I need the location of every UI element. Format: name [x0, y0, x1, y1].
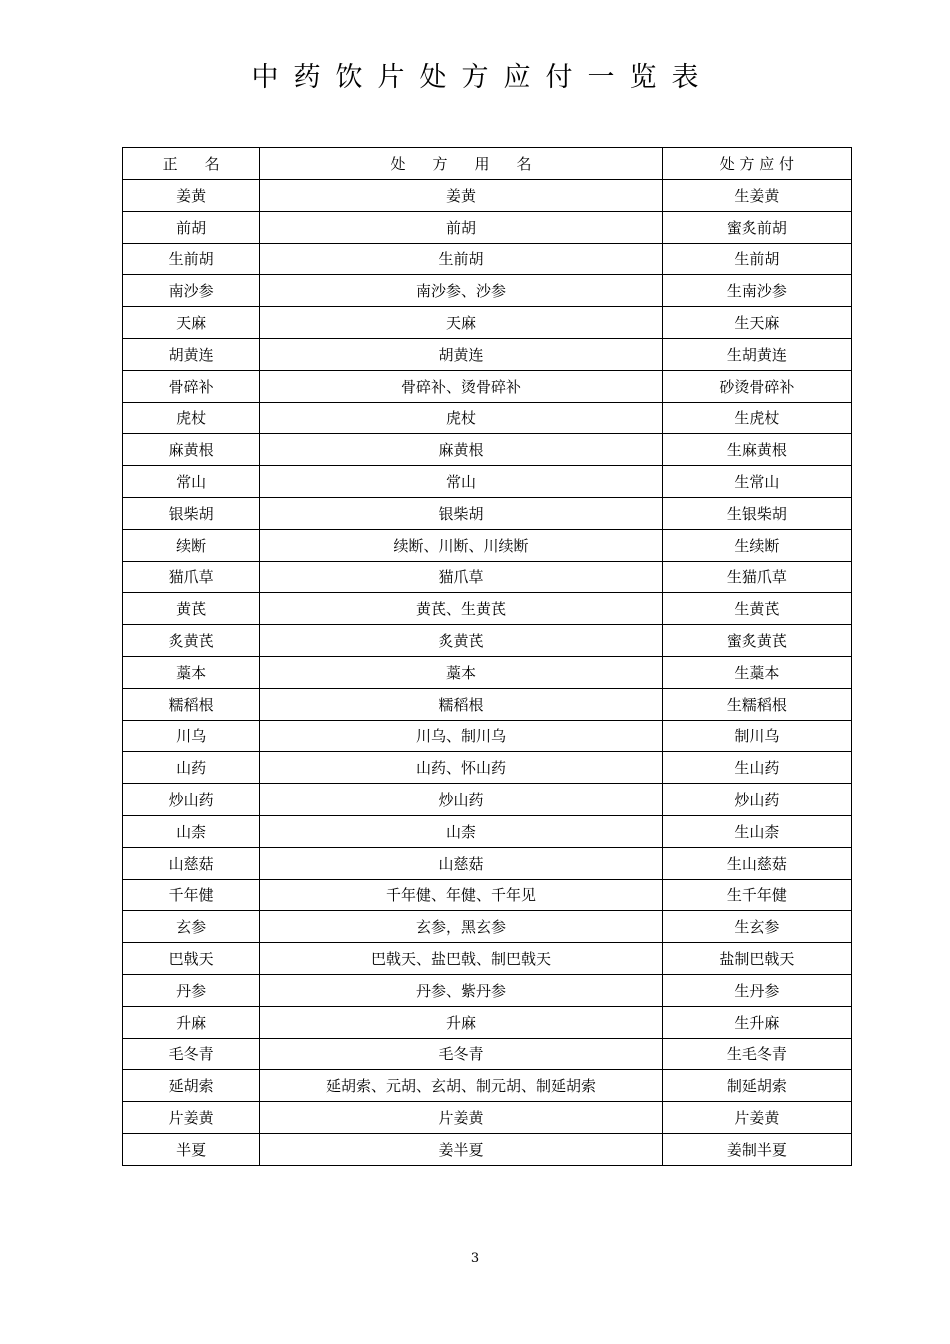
table-row: [123, 752, 852, 784]
cell-prescription-name: 猫爪草: [260, 561, 663, 593]
cell-official-name: 黄芪: [123, 593, 260, 625]
table-row: [123, 370, 852, 402]
cell-prescription-name: 丹参、紫丹参: [260, 974, 663, 1006]
cell-dispensed-as: 砂烫骨碎补: [662, 370, 851, 402]
cell-official-name: 猫爪草: [123, 561, 260, 593]
table-row: [123, 434, 852, 466]
table-row: [123, 211, 852, 243]
cell-dispensed-as: 生姜黄: [662, 180, 851, 212]
cell-dispensed-as: 生续断: [662, 529, 851, 561]
table-row: [123, 402, 852, 434]
table-row: [123, 879, 852, 911]
header-official-name: 正 名: [123, 148, 260, 180]
page-number: 3: [470, 1251, 480, 1266]
cell-official-name: 毛冬青: [123, 1038, 260, 1070]
cell-prescription-name: 千年健、年健、千年见: [260, 879, 663, 911]
cell-dispensed-as: 生毛冬青: [662, 1038, 851, 1070]
cell-prescription-name: 延胡索、元胡、玄胡、制元胡、制延胡索: [260, 1070, 663, 1102]
cell-prescription-name: 玄参，黑玄参: [260, 911, 663, 943]
cell-prescription-name: 黄芪、生黄芪: [260, 593, 663, 625]
cell-official-name: 银柴胡: [123, 497, 260, 529]
cell-official-name: 南沙参: [123, 275, 260, 307]
cell-dispensed-as: 蜜炙黄芪: [662, 625, 851, 657]
table-row: [123, 593, 852, 625]
page-title: 中药饮片处方应付一览表: [251, 62, 714, 93]
cell-dispensed-as: 生银柴胡: [662, 497, 851, 529]
cell-prescription-name: 天麻: [260, 307, 663, 339]
cell-prescription-name: 糯稻根: [260, 688, 663, 720]
cell-official-name: 续断: [123, 529, 260, 561]
cell-prescription-name: 山药、怀山药: [260, 752, 663, 784]
table-row: [123, 180, 852, 212]
cell-official-name: 骨碎补: [123, 370, 260, 402]
cell-prescription-name: 片姜黄: [260, 1102, 663, 1134]
cell-official-name: 玄参: [123, 911, 260, 943]
cell-prescription-name: 巴戟天、盐巴戟、制巴戟天: [260, 943, 663, 975]
cell-dispensed-as: 片姜黄: [662, 1102, 851, 1134]
cell-official-name: 山药: [123, 752, 260, 784]
cell-official-name: 姜黄: [123, 180, 260, 212]
table-row: [123, 911, 852, 943]
cell-prescription-name: 麻黄根: [260, 434, 663, 466]
header-prescription-name: 处 方 用 名: [260, 148, 663, 180]
cell-official-name: 延胡索: [123, 1070, 260, 1102]
table-row: [123, 243, 852, 275]
cell-official-name: 山柰: [123, 815, 260, 847]
table-header-row: [123, 148, 852, 180]
cell-prescription-name: 生前胡: [260, 243, 663, 275]
cell-dispensed-as: 生南沙参: [662, 275, 851, 307]
cell-official-name: 炙黄芪: [123, 625, 260, 657]
cell-prescription-name: 炙黄芪: [260, 625, 663, 657]
table-row: [123, 307, 852, 339]
cell-dispensed-as: 生黄芪: [662, 593, 851, 625]
table-row: [123, 466, 852, 498]
cell-prescription-name: 山柰: [260, 815, 663, 847]
cell-official-name: 半夏: [123, 1133, 260, 1165]
cell-prescription-name: 毛冬青: [260, 1038, 663, 1070]
table-row: [123, 815, 852, 847]
table-row: [123, 1102, 852, 1134]
cell-prescription-name: 姜黄: [260, 180, 663, 212]
cell-prescription-name: 山慈菇: [260, 847, 663, 879]
cell-official-name: 丹参: [123, 974, 260, 1006]
header-dispensed-as: 处 方 应 付: [662, 148, 851, 180]
cell-dispensed-as: 制川乌: [662, 720, 851, 752]
table-row: [123, 847, 852, 879]
cell-official-name: 麻黄根: [123, 434, 260, 466]
table-row: [123, 275, 852, 307]
cell-official-name: 千年健: [123, 879, 260, 911]
cell-prescription-name: 银柴胡: [260, 497, 663, 529]
cell-dispensed-as: 生千年健: [662, 879, 851, 911]
cell-prescription-name: 前胡: [260, 211, 663, 243]
table-body: [123, 180, 852, 1166]
table-row: [123, 1070, 852, 1102]
table-row: [123, 529, 852, 561]
cell-dispensed-as: 生虎杖: [662, 402, 851, 434]
cell-official-name: 糯稻根: [123, 688, 260, 720]
table-row: [123, 1006, 852, 1038]
cell-prescription-name: 南沙参、沙参: [260, 275, 663, 307]
cell-dispensed-as: 生常山: [662, 466, 851, 498]
cell-official-name: 山慈菇: [123, 847, 260, 879]
prescription-table: [122, 147, 852, 1166]
cell-dispensed-as: 生胡黄连: [662, 338, 851, 370]
cell-official-name: 常山: [123, 466, 260, 498]
cell-prescription-name: 升麻: [260, 1006, 663, 1038]
table-row: [123, 784, 852, 816]
cell-official-name: 炒山药: [123, 784, 260, 816]
table-row: [123, 688, 852, 720]
cell-prescription-name: 续断、川断、川续断: [260, 529, 663, 561]
cell-official-name: 巴戟天: [123, 943, 260, 975]
cell-dispensed-as: 生天麻: [662, 307, 851, 339]
cell-official-name: 天麻: [123, 307, 260, 339]
table-row: [123, 625, 852, 657]
cell-dispensed-as: 姜制半夏: [662, 1133, 851, 1165]
cell-official-name: 虎杖: [123, 402, 260, 434]
cell-dispensed-as: 生前胡: [662, 243, 851, 275]
cell-dispensed-as: 生麻黄根: [662, 434, 851, 466]
cell-dispensed-as: 炒山药: [662, 784, 851, 816]
cell-dispensed-as: 生山药: [662, 752, 851, 784]
table-row: [123, 1038, 852, 1070]
table-row: [123, 338, 852, 370]
table-row: [123, 1133, 852, 1165]
cell-official-name: 升麻: [123, 1006, 260, 1038]
cell-official-name: 生前胡: [123, 243, 260, 275]
cell-dispensed-as: 生糯稻根: [662, 688, 851, 720]
table-row: [123, 720, 852, 752]
cell-dispensed-as: 生山柰: [662, 815, 851, 847]
cell-dispensed-as: 生丹参: [662, 974, 851, 1006]
cell-prescription-name: 川乌、制川乌: [260, 720, 663, 752]
cell-official-name: 胡黄连: [123, 338, 260, 370]
cell-official-name: 前胡: [123, 211, 260, 243]
cell-official-name: 川乌: [123, 720, 260, 752]
cell-dispensed-as: 蜜炙前胡: [662, 211, 851, 243]
cell-official-name: 藁本: [123, 656, 260, 688]
cell-prescription-name: 炒山药: [260, 784, 663, 816]
cell-prescription-name: 虎杖: [260, 402, 663, 434]
cell-dispensed-as: 生升麻: [662, 1006, 851, 1038]
cell-dispensed-as: 制延胡索: [662, 1070, 851, 1102]
table-row: [123, 943, 852, 975]
cell-dispensed-as: 盐制巴戟天: [662, 943, 851, 975]
cell-prescription-name: 常山: [260, 466, 663, 498]
table-row: [123, 974, 852, 1006]
cell-dispensed-as: 生玄参: [662, 911, 851, 943]
cell-prescription-name: 胡黄连: [260, 338, 663, 370]
cell-prescription-name: 骨碎补、烫骨碎补: [260, 370, 663, 402]
cell-dispensed-as: 生藁本: [662, 656, 851, 688]
table-row: [123, 497, 852, 529]
cell-dispensed-as: 生山慈菇: [662, 847, 851, 879]
cell-dispensed-as: 生猫爪草: [662, 561, 851, 593]
cell-official-name: 片姜黄: [123, 1102, 260, 1134]
cell-prescription-name: 藁本: [260, 656, 663, 688]
cell-prescription-name: 姜半夏: [260, 1133, 663, 1165]
table-row: [123, 656, 852, 688]
table-row: [123, 561, 852, 593]
